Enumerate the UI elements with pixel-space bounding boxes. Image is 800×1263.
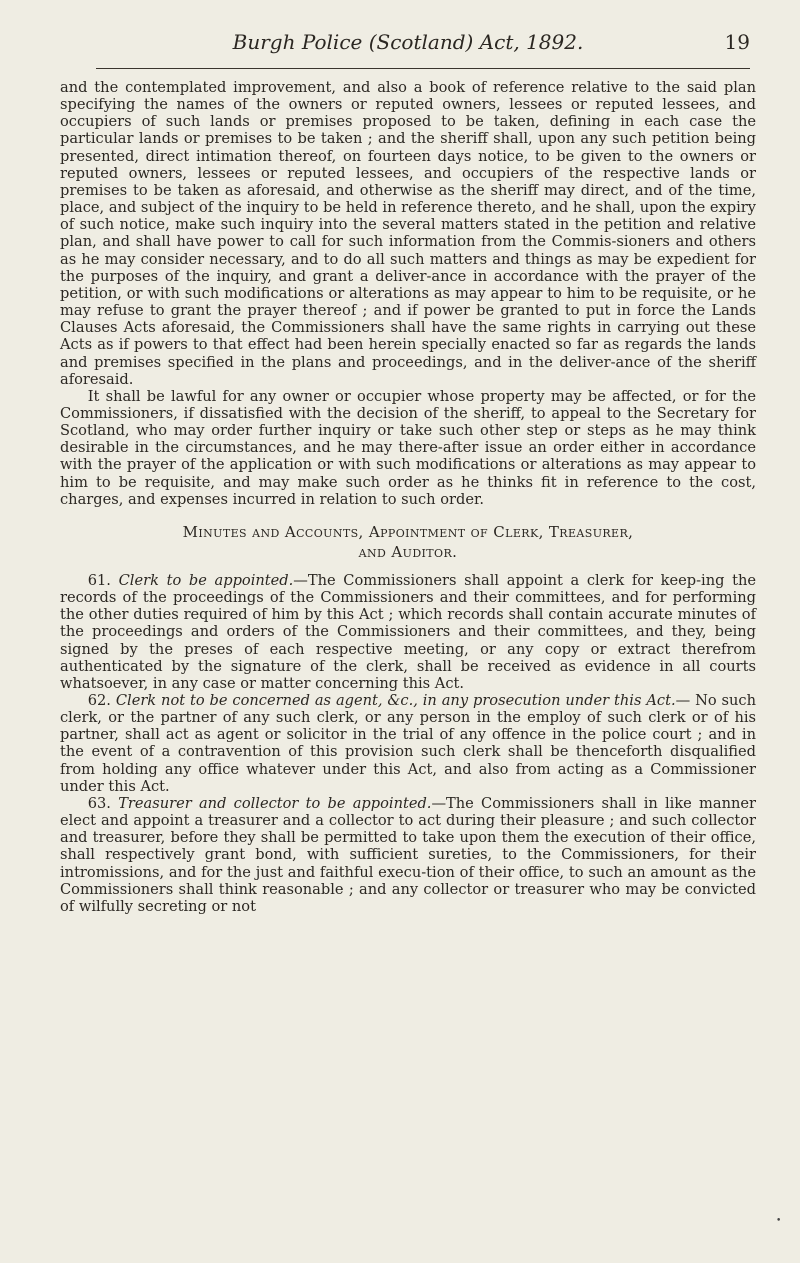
header-rule bbox=[96, 68, 750, 69]
section-text: —The Commissioners shall in like manner elect and appoint a treasurer and a collector to act during their pleasure ; and such collector and treasurer, before they shall be permitted to take upon them the execution of their office, shall respectively grant bond, with sufficient sureties, to the Commissioners, for their intromissions, and for the just and faithful execu-tion of their office, to such an amount as the Commissioners shall think reasonable ; and any collector or treasurer who may be convicted of wilfully secreting or not bbox=[60, 794, 756, 915]
section-title: Treasurer and collector to be appointed. bbox=[118, 794, 432, 812]
section-number: 61. bbox=[87, 571, 111, 589]
paragraph-continuation: and the contemplated improvement, and also a book of reference relative to the said plan specifying the names of the owners or reputed owners, lessees or reputed lessees, and occupiers of such lands or premises proposed to be taken, defining in each case the particular lands or premises to be taken ; and the sheriff shall, upon any such petition being presented, direct intimation thereof, on fourteen days notice, to be given to the owners or reputed owners, lessees or reputed lessees, and occupiers of the respective lands or premises to be taken as aforesaid, and otherwise as the sheriff may direct, and of the time, place, and subject of the inquiry to be held in reference thereto, and he shall, upon the expiry of such notice, make such inquiry into the several matters stated in the petition and relative plan, and shall have power to call for such information from the Commis-sioners and others as he may consider necessary, and to do all such matters and things as may be expedient for the purposes of the inquiry, and grant a deliver-ance in accordance with the prayer of the petition, or with such modifications or alterations as may appear to him to be requisite, or he may refuse to grant the prayer thereof ; and if power be granted to put in force the Lands Clauses Acts aforesaid, the Commissioners shall have the same rights in carrying out these Acts as if powers to that effect had been herein specially enacted so far as regards the lands and premises specified in the plans and proceedings, and in the deliver-ance of the sheriff aforesaid. bbox=[60, 79, 756, 388]
section-heading-line-1: Minutes and Accounts, Appointment of Clerk, Treasurer, bbox=[182, 522, 634, 541]
paragraph-appeal: It shall be lawful for any owner or occupier whose property may be affected, or for the Commissioners, if dissatisfied with the decision of the sheriff, to appeal to the Secretary for Scotland, who may order further inquiry or take such other step or steps as he may think desirable in the circumstances, and he may there-after issue an order either in accordance with the prayer of the application or with such modifications or alterations as may appear to him to be requisite, and may make such order as he thinks fit in reference to the cost, charges, and expenses incurred in relation to such order. bbox=[60, 387, 756, 508]
section-title: Clerk not to be concerned as agent, &c., in any prosecution under this Act. bbox=[115, 692, 676, 709]
section-heading-line-2: and Auditor. bbox=[358, 542, 458, 561]
running-title: Burgh Police (Scotland) Act, 1892. bbox=[232, 30, 584, 54]
section-62 bbox=[60, 692, 756, 795]
body-text bbox=[60, 79, 756, 915]
section-heading bbox=[60, 522, 756, 562]
section-text: — No such clerk, or the partner of any such clerk, or any person in the employ of such clerk or of his partner, shall act as agent or solicitor in the trial of any offence in the police court ; and in the event of a contravention of this provision such clerk shall be thenceforth disqualified from holding any office whatever under this Act, and also from acting as a Commissioner under this Act. bbox=[60, 692, 757, 795]
margin-mark: • bbox=[776, 1216, 782, 1226]
section-63 bbox=[60, 795, 756, 915]
section-text: —The Commissioners shall appoint a clerk for keep-ing the records of the proceedings of the Commissioners and their committees, and for performing the other duties required of him by this Act ; which records shall contain accurate minutes of the proceedings and orders of the Commissioners and their committees, and they, being signed by the preses of each respective meeting, or any copy or extract therefrom authenticated by the signature of the clerk, shall be received as evidence in all courts whatsoever, in any case or matter concerning this Act. bbox=[60, 571, 757, 692]
page-number: 19 bbox=[724, 30, 750, 54]
running-head bbox=[60, 30, 756, 64]
section-number: 63. bbox=[87, 794, 111, 812]
section-title: Clerk to be appointed. bbox=[118, 571, 294, 589]
section-number: 62. bbox=[87, 692, 111, 709]
section-61 bbox=[60, 572, 756, 692]
